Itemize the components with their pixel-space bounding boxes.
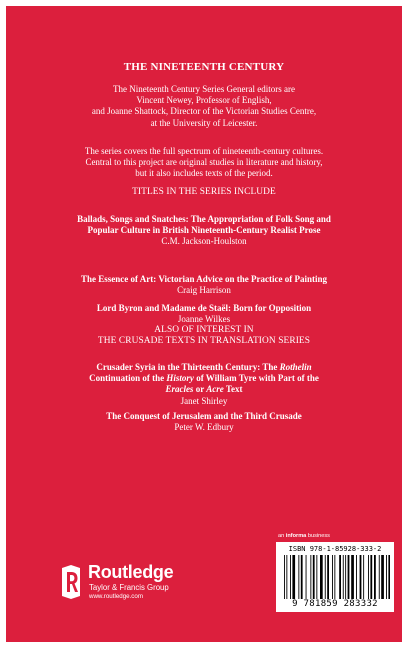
barcode-bar — [363, 555, 364, 599]
barcode-bar — [301, 555, 303, 599]
book-title — [6, 373, 402, 384]
barcode-bar — [388, 555, 390, 599]
book-entry — [6, 362, 402, 407]
barcode-bar — [351, 555, 354, 599]
isbn-barcode — [276, 542, 394, 612]
barcode-bar — [298, 555, 299, 599]
barcode-bar — [310, 555, 311, 599]
paragraph-line: but it also includes texts of the period. — [135, 168, 273, 179]
barcode-bar — [379, 555, 380, 599]
barcode-bar — [386, 555, 387, 599]
title-fragment: Text — [223, 384, 243, 395]
series-scope-paragraph — [6, 146, 402, 180]
book-title — [6, 384, 402, 395]
informa-prefix: an — [278, 533, 286, 539]
publisher-name: Routledge — [88, 562, 174, 582]
barcode-bar — [345, 555, 346, 599]
book-author: C.M. Jackson-Houlston — [161, 236, 247, 247]
book-entry — [6, 303, 402, 325]
barcode-bar — [313, 555, 315, 599]
title-fragment: Crusader Syria in the Thirteenth Century: The — [96, 362, 280, 372]
paragraph-line: Central to this project are original studies in literature and history, — [85, 157, 323, 168]
title-fragment-italic: Eracles — [165, 384, 194, 395]
book-author: Peter W. Edbury — [174, 422, 234, 433]
series-editors-paragraph — [6, 84, 402, 129]
barcode-bar — [348, 555, 350, 599]
title-fragment: of William Tyre with Part of the — [193, 373, 319, 384]
paragraph-line: Vincent Newey, Professor of English, — [136, 95, 272, 106]
paragraph-line: at the University of Leicester. — [150, 117, 258, 128]
title-fragment-italic: Rothelin — [279, 362, 312, 372]
barcode-bar — [370, 555, 372, 599]
barcode-bar — [334, 555, 335, 599]
barcode-bar — [327, 555, 329, 599]
barcode-bar — [381, 555, 384, 599]
barcode-bar — [374, 555, 376, 599]
book-title — [6, 362, 402, 373]
barcode-bar — [339, 555, 341, 599]
routledge-logo — [58, 562, 198, 606]
book-title: Ballads, Songs and Snatches: The Appropriation of Folk Song and — [77, 214, 331, 224]
heading-line: THE CRUSADE TEXTS IN TRANSLATION SERIES — [97, 336, 311, 346]
ean-digits: 9 781859 283332 — [292, 599, 378, 609]
barcode-bar — [290, 555, 291, 599]
barcode-bar — [284, 555, 285, 599]
isbn-number: ISBN 978-1-85928-333-2 — [288, 545, 382, 553]
barcode-bar — [356, 555, 357, 599]
barcode-bars — [282, 555, 390, 599]
publisher-url: www.routledge.com — [89, 593, 143, 600]
barcode-bar — [368, 555, 369, 599]
barcode-bar — [286, 555, 287, 599]
barcode-bar — [332, 555, 333, 599]
heading-line: ALSO OF INTEREST IN — [154, 325, 254, 335]
book-author: Craig Harrison — [177, 285, 231, 296]
paragraph-line: The Nineteenth Century Series General editors are — [113, 84, 295, 94]
titles-section-heading: TITLES IN THE SERIES INCLUDE — [132, 187, 276, 197]
paragraph-line: The series covers the full spectrum of nineteenth-century cultures. — [84, 146, 324, 156]
title-fragment: or — [193, 384, 207, 395]
barcode-bar — [320, 555, 323, 599]
barcode-bar — [343, 555, 344, 599]
barcode-bar — [316, 555, 317, 599]
paragraph-line: and Joanne Shattock, Director of the Victorian Studies Centre, — [91, 106, 317, 117]
interest-section-heading — [6, 325, 402, 347]
informa-suffix: business — [306, 533, 330, 539]
book-entry — [6, 274, 402, 296]
back-cover — [6, 6, 402, 642]
book-title: Lord Byron and Madame de Staël: Born for Opposition — [96, 303, 312, 313]
publisher-group: Taylor & Francis Group — [89, 583, 169, 592]
book-title: The Conquest of Jerusalem and the Third Crusade — [106, 411, 302, 421]
informa-brand: informa — [285, 533, 307, 539]
barcode-bar — [325, 555, 326, 599]
title-fragment-italic: Acre — [206, 384, 224, 395]
informa-business-line — [278, 533, 330, 539]
title-fragment: Continuation of the — [89, 373, 167, 384]
book-author: Joanne Wilkes — [177, 314, 231, 325]
barcode-bar — [360, 555, 362, 599]
book-title: The Essence of Art: Victorian Advice on the Practice of Painting — [81, 274, 327, 284]
series-heading: THE NINETEENTH CENTURY — [123, 61, 285, 73]
title-fragment-italic: History — [166, 373, 194, 384]
book-entry — [6, 214, 402, 248]
routledge-r-icon — [58, 562, 84, 602]
book-title: Popular Culture in British Nineteenth-Century Realist Prose — [87, 225, 321, 236]
book-author: Janet Shirley — [180, 395, 228, 406]
book-entry — [6, 411, 402, 433]
barcode-bar — [306, 555, 307, 599]
barcode-bar — [292, 555, 295, 599]
